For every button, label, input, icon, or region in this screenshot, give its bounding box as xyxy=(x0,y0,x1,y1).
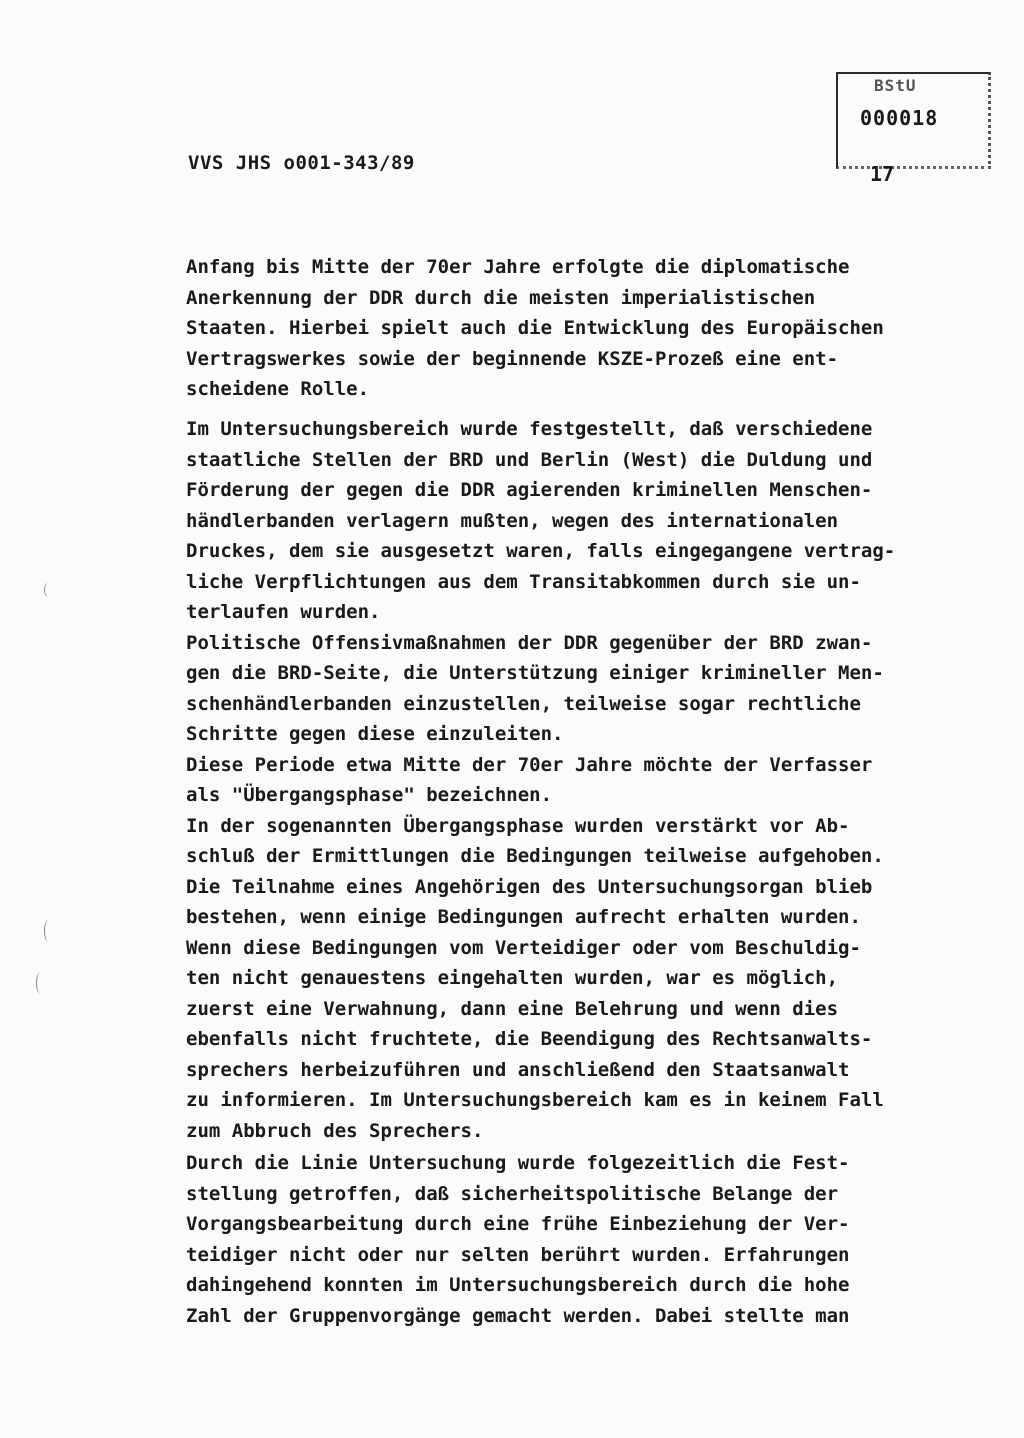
text-line: Die Teilnahme eines Angehörigen des Untersuchungsorgan blieb xyxy=(186,875,873,898)
text-line: teidiger nicht oder nur selten berührt wurden. Erfahrungen xyxy=(186,1243,850,1266)
text-line: terlaufen wurden. xyxy=(186,601,381,623)
text-line: schenhändlerbanden einzustellen, teilweise sogar rechtliche xyxy=(186,692,861,715)
text-line: stellung getroffen, daß sicherheitspolitische Belange der xyxy=(186,1182,839,1205)
paragraph-3 xyxy=(186,1148,946,1331)
text-line: Im Untersuchungsbereich wurde festgestellt, daß verschiedene xyxy=(186,418,873,440)
text-line: schluß der Ermittlungen die Bedingungen teilweise aufgehoben. xyxy=(186,845,884,867)
text-line: In der sogenannten Übergangsphase wurden verstärkt vor Ab- xyxy=(186,814,850,837)
text-line: liche Verpflichtungen aus dem Transitabkommen durch sie un- xyxy=(186,570,861,593)
text-line: Politische Offensivmaßnahmen der DDR gegenüber der BRD zwan- xyxy=(186,631,873,654)
paragraph-1 xyxy=(186,252,946,405)
margin-mark xyxy=(36,972,45,994)
text-line: als "Übergangsphase" bezeichnen. xyxy=(186,784,553,806)
text-line: Druckes, dem sie ausgesetzt waren, falls eingegangene vertrag- xyxy=(186,540,896,562)
text-line: Anerkennung der DDR durch die meisten imperialistischen xyxy=(186,286,816,309)
text-line: sprechers herbeizuführen und anschließend den Staatsanwalt xyxy=(186,1058,850,1081)
text-line: gen die BRD-Seite, die Unterstützung einiger krimineller Men- xyxy=(186,662,884,684)
text-line: ebenfalls nicht fruchtete, die Beendigung des Rechtsanwalts- xyxy=(186,1028,873,1050)
document-reference: VVS JHS o001-343/89 xyxy=(188,152,415,174)
text-line: scheidene Rolle. xyxy=(186,378,370,400)
margin-mark xyxy=(44,920,53,942)
text-line: Schritte gegen diese einzuleiten. xyxy=(186,723,564,745)
text-line: zum Abbruch des Sprechers. xyxy=(186,1119,484,1142)
text-line: staatliche Stellen der BRD und Berlin (West) die Duldung und xyxy=(186,448,873,471)
text-line: Zahl der Gruppenvorgänge gemacht werden. Dabei stellte man xyxy=(186,1304,850,1327)
text-line: Vertragswerkes sowie der beginnende KSZE-Prozeß eine ent- xyxy=(186,347,839,370)
text-line: Durch die Linie Untersuchung wurde folgezeitlich die Fest- xyxy=(186,1152,850,1174)
text-line: Diese Periode etwa Mitte der 70er Jahre möchte der Verfasser xyxy=(186,753,873,776)
archive-stamp xyxy=(836,72,991,169)
text-line: Staaten. Hierbei spielt auch die Entwicklung des Europäischen xyxy=(186,317,884,339)
text-line: Anfang bis Mitte der 70er Jahre erfolgte die diplomatische xyxy=(186,256,850,278)
page-number: 17 xyxy=(870,162,895,186)
stamp-agency: BStU xyxy=(874,76,917,95)
margin-mark xyxy=(44,583,53,597)
text-line: Vorgangsbearbeitung durch eine frühe Einbeziehung der Ver- xyxy=(186,1213,850,1235)
text-line: händlerbanden verlagern mußten, wegen des internationalen xyxy=(186,509,839,532)
stamp-number: 000018 xyxy=(860,106,939,130)
text-line: zu informieren. Im Untersuchungsbereich kam es in keinem Fall xyxy=(186,1089,884,1111)
text-line: Förderung der gegen die DDR agierenden kriminellen Menschen- xyxy=(186,479,873,501)
text-line: Wenn diese Bedingungen vom Verteidiger oder vom Beschuldig- xyxy=(186,936,861,959)
text-line: ten nicht genauestens eingehalten wurden, war es möglich, xyxy=(186,967,839,989)
text-line: zuerst eine Verwahnung, dann eine Belehrung und wenn dies xyxy=(186,997,839,1020)
text-line: dahingehend konnten im Untersuchungsbereich durch die hohe xyxy=(186,1274,850,1296)
text-line: bestehen, wenn einige Bedingungen aufrecht erhalten wurden. xyxy=(186,906,861,928)
paragraph-2 xyxy=(186,414,946,1146)
